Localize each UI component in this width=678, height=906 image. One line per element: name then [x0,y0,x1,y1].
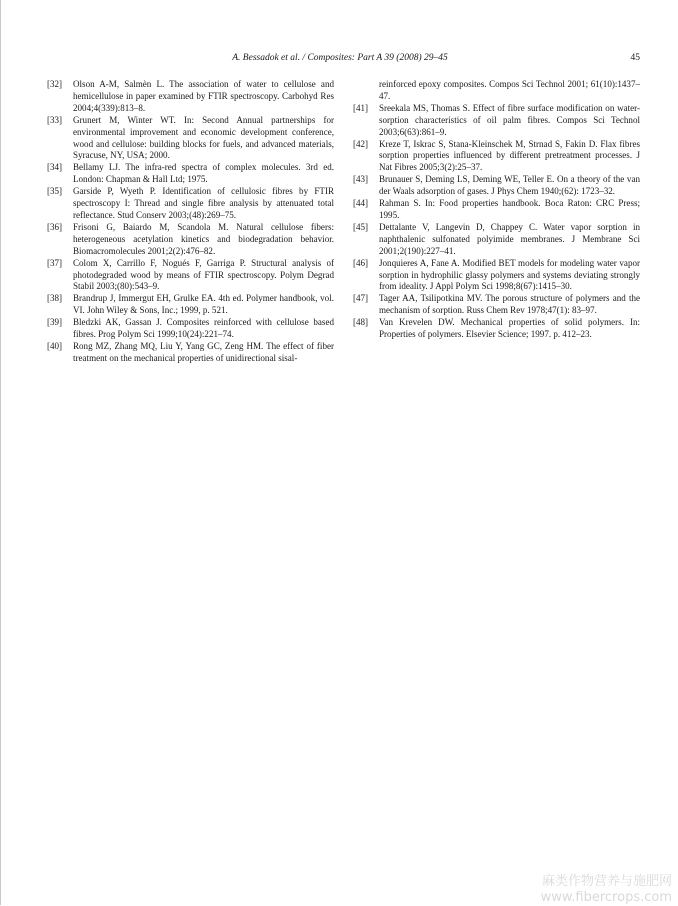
reference-number: [38] [47,293,63,304]
reference-text: Rahman S. In: Food properties handbook. Boca Raton: CRC Press; 1995. [379,198,640,220]
page-left-edge [0,0,1,905]
reference-item [353,174,640,198]
reference-text: Rong MZ, Zhang MQ, Liu Y, Yang GC, Zeng HM. The effect of fiber treatment on the mechanical properties of unidirectional sisal- [73,340,334,363]
reference-number: [35] [47,186,63,197]
reference-text: Olson A-M, Salmèn L. The association of water to cellulose and hemicellulose in paper examined by FTIR spectroscopy. Carbohyd Res 2004;4(339):813–8. [73,79,334,113]
site-watermark [541,874,672,906]
reference-number: [47] [353,293,369,304]
reference-item [47,222,334,258]
reference-text: Garside P, Wyeth P. Identification of cellulosic fibres by FTIR spectroscopy I: Thread and single fibre analysis by attenuated total reflectance. Stud Conserv 2003;(48):269–75. [73,186,334,220]
reference-number: [46] [353,257,369,268]
reference-continuation-text: reinforced epoxy composites. Compos Sci Technol 2001; 61(10):1437–47. [379,79,640,101]
reference-number: [44] [353,198,369,209]
reference-number: [43] [353,174,369,185]
reference-item [47,293,334,317]
reference-text: Jonquieres A, Fane A. Modified BET models for modeling water vapor sorption in hydrophilic glassy polymers and systems deviating strongly from ideality. J Appl Polym Sci 1998;8(67):1415–30. [379,257,640,292]
reference-item [353,198,640,222]
reference-item [353,293,640,317]
reference-item [47,341,334,365]
reference-number: [41] [353,102,369,113]
reference-text: Brunauer S, Deming LS, Deming WE, Teller E. On a theory of the van der Waals adsorption of gases. J Phys Chem 1940;(62): 1723–32. [379,174,640,197]
watermark-title: 麻类作物营养与施肥网 [541,874,672,889]
reference-item [47,258,334,294]
reference-number: [32] [47,79,63,89]
reference-text: Kreze T, Iskrac S, Stana-Kleinschek M, Strnad S, Fakin D. Flax fibres sorption properties influenced by different pretreatment processes. J Nat Fibres 2005;3(2):25–37. [379,138,640,173]
reference-number: [42] [353,138,369,149]
reference-text: Frisoni G, Baiardo M, Scandola M. Natural cellulose fibers: heterogeneous acetylation kinetics and biodegradation behavior. Biomacromolecules 2001;2(2):476–82. [73,221,334,256]
reference-number: [40] [47,340,63,351]
reference-number: [45] [353,221,369,232]
reference-item [353,258,640,294]
reference-text: Dettalante V, Langevin D, Chappey C. Water vapor sorption in naphthalenic sulfonated polyimide membranes. J Membrane Sci 2001;2(190):227–41. [379,221,640,256]
reference-item [47,186,334,222]
reference-item [353,222,640,258]
reference-text: Tager AA, Tsilipotkina MV. The porous structure of polymers and the mechanism of sorption. Russ Chem Rev 1978;47(1): 83–97. [379,293,640,316]
references-left-column [47,79,334,365]
reference-item [47,115,334,163]
reference-number: [36] [47,221,63,232]
reference-item [353,103,640,139]
journal-citation-line: A. Bessadok et al. / Composites: Part A 39 (2008) 29–45 [232,53,448,63]
reference-item [353,139,640,175]
page-number: 45 [630,53,640,63]
watermark-url: www.fibercrops.com [540,890,672,905]
reference-text: Bledzki AK, Gassan J. Composites reinforced with cellulose based fibres. Prog Polym Sci 1999;10(24):221–74. [73,317,334,340]
reference-text: Colom X, Carrillo F, Nogués F, Garriga P. Structural analysis of photodegraded wood by means of FTIR spectroscopy. Polym Degrad Stabil 2003;(80):543–9. [73,257,334,292]
reference-number: [48] [353,317,369,328]
reference-text: Van Krevelen DW. Mechanical properties of solid polymers. In: Properties of polymers. Elsevier Science; 1997. p. 412–23. [379,317,640,340]
reference-number: [34] [47,162,63,173]
reference-text: Brandrup J, Immergut EH, Grulke EA. 4th ed. Polymer handbook, vol. VI. John Wiley & Sons, Inc.; 1999, p. 521. [73,293,334,316]
reference-text: Sreekala MS, Thomas S. Effect of fibre surface modification on water-sorption characteristics of oil palm fibres. Compos Sci Technol 2003;6(63):861–9. [379,102,640,137]
running-header [40,50,640,66]
reference-item [353,317,640,341]
reference-number: [39] [47,317,63,328]
reference-text: Bellamy LJ. The infra-red spectra of complex molecules. 3rd ed. London: Chapman & Hall Ltd; 1975. [73,162,334,185]
reference-item [47,162,334,186]
reference-continuation [353,79,640,103]
reference-number: [33] [47,114,63,125]
reference-text: Grunert M, Winter WT. In: Second Annual partnerships for environmental improvement and economic development conference, wood and cellulose: building blocks for fuels, and advanced materials, Syracuse, NY, USA; 2000. [73,114,334,161]
reference-item [47,317,334,341]
reference-number: [37] [47,257,63,268]
references-right-column [353,79,640,341]
reference-item [47,79,334,115]
